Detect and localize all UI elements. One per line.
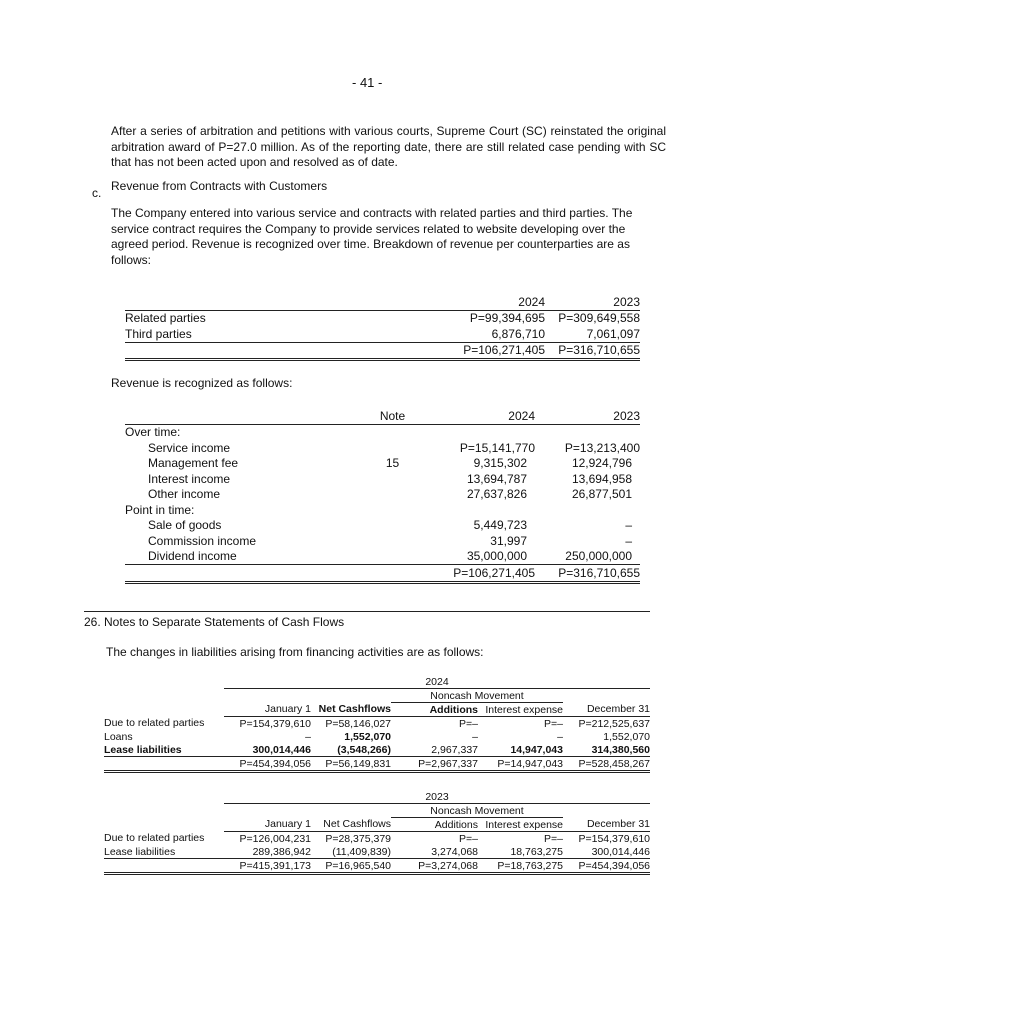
cell-2024: P=99,394,695 <box>469 311 545 326</box>
total-cell: P=415,391,173 <box>239 859 311 872</box>
cell-note <box>370 487 415 503</box>
cell: P=154,379,610 <box>578 832 650 845</box>
header-net-cashflows: Net Cashflows <box>311 703 391 717</box>
table-row <box>125 456 640 472</box>
section-divider <box>84 611 650 612</box>
total-cell: P=454,394,056 <box>578 859 650 872</box>
cell-note <box>370 440 415 456</box>
group-row <box>125 502 640 518</box>
table-row <box>104 730 650 743</box>
row-label: Loans <box>104 730 133 743</box>
financing-changes-2023-table <box>104 790 650 875</box>
revenue-paragraph: The Company entered into various service and contracts with related parties and third parties. The service contract requires the Company to provide services related to website developing over the agreed period. Revenue is recognized over time. Breakdown of revenue per counterparties are as follows: <box>111 206 633 267</box>
revenue-recognition-table <box>125 408 640 584</box>
financing-changes-2024-table <box>104 675 650 773</box>
row-label: Related parties <box>125 311 206 326</box>
row-label: Sale of goods <box>148 518 222 533</box>
row-label: Due to related parties <box>104 832 205 845</box>
row-label: Lease liabilities <box>104 743 182 756</box>
cell-2024: 6,876,710 <box>491 326 545 341</box>
cell: 3,274,068 <box>431 845 478 858</box>
cell-2024: 13,694,787 <box>466 471 527 486</box>
cell: P=154,379,610 <box>239 717 311 730</box>
cell: P=28,375,379 <box>325 832 391 845</box>
total-cell: P=2,967,337 <box>418 757 478 770</box>
table-row <box>104 845 650 859</box>
cell-2024: 27,637,826 <box>466 487 527 502</box>
cell: – <box>305 730 311 743</box>
table-header-row <box>104 703 650 717</box>
noncash-header: Noncash Movement <box>391 689 563 703</box>
total-2023: P=316,710,655 <box>558 565 640 580</box>
cell-2024: P=15,141,770 <box>459 440 535 455</box>
cell: P=– <box>544 717 563 730</box>
table-row <box>125 518 640 534</box>
row-label: Lease liabilities <box>104 845 176 858</box>
table-header-row <box>104 818 650 832</box>
total-cell: P=528,458,267 <box>578 757 650 770</box>
header-additions: Additions <box>391 703 478 717</box>
header-december: December 31 <box>563 818 650 832</box>
page-number: - 41 - <box>352 75 383 90</box>
cell: P=58,146,027 <box>325 717 391 730</box>
table-row <box>125 440 640 456</box>
cell-2023: – <box>625 533 632 548</box>
cell: 300,014,446 <box>591 845 650 858</box>
total-cell: P=3,274,068 <box>418 859 478 872</box>
table-row <box>125 533 640 549</box>
row-label: Other income <box>148 487 221 502</box>
revenue-counterparty-table <box>125 294 640 361</box>
row-label: Due to related parties <box>104 717 205 730</box>
row-label: Commission income <box>148 533 257 548</box>
section-c-title: Revenue from Contracts with Customers <box>111 179 328 193</box>
cell-2024: 5,449,723 <box>473 518 527 533</box>
cell-2023: 26,877,501 <box>571 487 632 502</box>
row-label: Interest income <box>148 471 231 486</box>
cell: – <box>472 730 478 743</box>
row-label: Third parties <box>125 326 192 341</box>
cell: 300,014,446 <box>252 743 311 756</box>
header-additions: Additions <box>391 818 478 832</box>
row-label: Management fee <box>148 456 239 471</box>
row-label: Dividend income <box>148 549 237 564</box>
year-row <box>104 675 650 689</box>
cell-2023: – <box>625 518 632 533</box>
section-26-intro: The changes in liabilities arising from financing activities are as follows: <box>106 645 484 659</box>
header-interest-expense: Interest expense <box>478 818 563 832</box>
total-cell: P=16,965,540 <box>325 859 391 872</box>
cell: 1,552,070 <box>603 730 650 743</box>
table-row <box>104 832 650 846</box>
cell: 289,386,942 <box>252 845 311 858</box>
total-cell: P=14,947,043 <box>497 757 563 770</box>
cell: 18,763,275 <box>510 845 563 858</box>
group-label: Over time: <box>125 425 181 440</box>
table-row <box>125 310 640 326</box>
year-header: 2023 <box>224 790 650 804</box>
table-row <box>125 487 640 503</box>
cell-2024: 31,997 <box>490 533 527 548</box>
table-row <box>104 717 650 731</box>
total-row <box>125 342 640 360</box>
total-cell: P=454,394,056 <box>239 757 311 770</box>
cell-note <box>370 549 415 565</box>
total-cell: P=18,763,275 <box>497 859 563 872</box>
total-row <box>104 757 650 772</box>
year-row <box>104 790 650 804</box>
total-2023: P=316,710,655 <box>558 343 640 358</box>
header-note: Note <box>379 408 406 423</box>
table-row <box>125 471 640 487</box>
noncash-header: Noncash Movement <box>391 804 563 818</box>
cell: 314,380,560 <box>591 743 650 756</box>
cell: P=– <box>544 832 563 845</box>
header-2023: 2023 <box>613 294 640 309</box>
cell: P=– <box>459 832 478 845</box>
cell: – <box>557 730 563 743</box>
table-header-row <box>125 408 640 424</box>
cell-2024: 35,000,000 <box>466 549 527 564</box>
arbitration-paragraph: After a series of arbitration and petitions with various courts, Supreme Court (SC) reinstated the original arbitration award of P=27.0 million. As of the reporting date, there are still related case pending with SC that has not been acted upon and resolved as of date. <box>111 124 666 169</box>
total-2024: P=106,271,405 <box>453 565 535 580</box>
header-net-cashflows: Net Cashflows <box>311 818 391 832</box>
header-2024: 2024 <box>518 294 545 309</box>
cell-note <box>370 533 415 549</box>
cell: P=– <box>459 717 478 730</box>
cell-note <box>370 471 415 487</box>
group-label: Point in time: <box>125 502 195 517</box>
cell-2023: 7,061,097 <box>586 326 640 341</box>
cell: (11,409,839) <box>332 845 391 858</box>
cell-2023: 12,924,796 <box>571 456 632 471</box>
section-26-title: 26. Notes to Separate Statements of Cash Flows <box>84 615 345 629</box>
header-january: January 1 <box>224 818 311 832</box>
header-2023: 2023 <box>613 408 640 423</box>
total-2024: P=106,271,405 <box>463 343 545 358</box>
total-cell: P=56,149,831 <box>325 757 391 770</box>
cell-2023: 250,000,000 <box>565 549 632 564</box>
year-header: 2024 <box>224 675 650 689</box>
noncash-row <box>104 689 650 703</box>
cell-2024: 9,315,302 <box>473 456 527 471</box>
header-2024: 2024 <box>508 408 535 423</box>
cell: 14,947,043 <box>510 743 563 756</box>
cell-note <box>370 518 415 534</box>
group-row <box>125 424 640 440</box>
table-row <box>125 549 640 565</box>
row-label: Service income <box>148 440 231 455</box>
cell: P=126,004,231 <box>239 832 311 845</box>
total-row <box>125 565 640 583</box>
cell-note: 15 <box>385 456 400 471</box>
table-row <box>104 743 650 757</box>
table-header-row <box>125 294 640 310</box>
cell: 2,967,337 <box>431 743 478 756</box>
cell-2023: P=13,213,400 <box>564 440 640 455</box>
total-row <box>104 859 650 874</box>
noncash-row <box>104 804 650 818</box>
header-december: December 31 <box>563 703 650 717</box>
table-row <box>125 326 640 342</box>
cell: (3,548,266) <box>337 743 391 756</box>
header-interest-expense: Interest expense <box>478 703 563 717</box>
cell-2023: P=309,649,558 <box>558 311 640 326</box>
cell: 1,552,070 <box>344 730 391 743</box>
header-january: January 1 <box>224 703 311 717</box>
cell-2023: 13,694,958 <box>571 471 632 486</box>
section-c-label: c. <box>92 186 102 200</box>
cell: P=212,525,637 <box>578 717 650 730</box>
revenue-recognized-intro: Revenue is recognized as follows: <box>111 376 293 390</box>
